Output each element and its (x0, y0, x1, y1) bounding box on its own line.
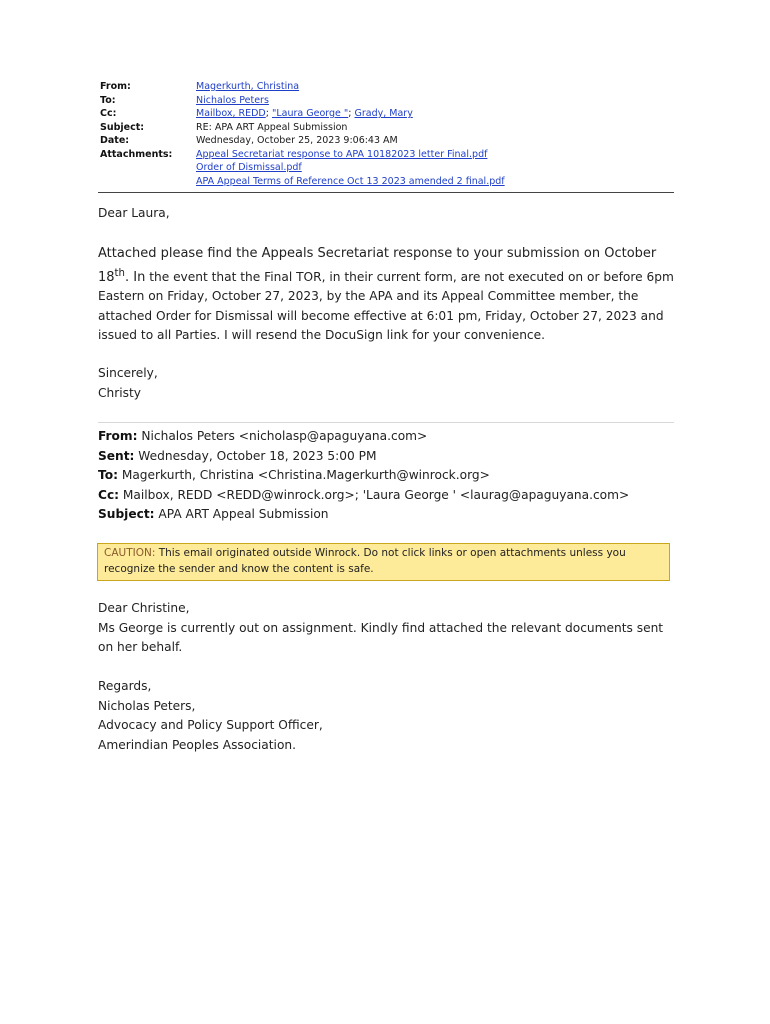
reply-body-superscript: th (114, 267, 125, 279)
cc-link-mailbox[interactable]: Mailbox, REDD (196, 108, 266, 119)
to-link[interactable]: Nichalos Peters (196, 94, 269, 106)
email-header (100, 80, 674, 188)
fwd-sent-row (98, 447, 678, 467)
fwd-to-label: To: (98, 468, 118, 482)
from-link[interactable]: Magerkurth, Christina (196, 81, 300, 92)
cc-link-laura[interactable]: "Laura George " (271, 108, 349, 119)
fwd-subject-label: Subject: (98, 507, 155, 521)
attachment-link-dismissal[interactable]: Order of Dismissal.pdf (196, 162, 302, 173)
header-date-row (100, 134, 674, 148)
reply-body (98, 244, 678, 346)
fwd-sent-label: Sent: (98, 448, 135, 463)
header-to-row (100, 94, 674, 108)
original-closing: Regards, (98, 679, 152, 693)
original-sig-title: Advocacy and Policy Support Officer, (98, 718, 323, 732)
date-value: Wednesday, October 25, 2023 9:06:43 AM (196, 135, 398, 146)
reply-signature-block (98, 364, 678, 403)
reply-closing: Sincerely, (98, 366, 158, 380)
original-message-body (98, 599, 678, 658)
attachment-link-response[interactable]: Appeal Secretariat response to APA 10182023 letter Final.pdf (196, 148, 488, 160)
reply-signature: Christy (98, 385, 141, 400)
reply-body-part1: Attached please find the Appeals Secretariat response to your submission on October 18 (98, 246, 657, 285)
attachment-link-terms[interactable]: APA Appeal Terms of Reference Oct 13 2023 amended 2 final.pdf (196, 175, 505, 187)
cc-label: Cc: (100, 108, 117, 119)
caution-keyword: CAUTION: (104, 547, 156, 559)
header-cc-row (100, 107, 674, 121)
forward-divider (98, 422, 674, 423)
fwd-from-label: From: (98, 429, 138, 443)
caution-text: This email originated outside Winrock. Do not click links or open attachments unless you recognize the sender and know the content is safe. (104, 547, 626, 575)
fwd-subject-row (98, 505, 678, 525)
fwd-to-row (98, 466, 678, 486)
fwd-cc-value: Mailbox, REDD <REDD@winrock.org>; 'Laura George ' <laurag@apaguyana.com> (119, 487, 630, 502)
forwarded-header (98, 427, 678, 525)
subject-value: RE: APA ART Appeal Submission (196, 121, 348, 133)
reply-greeting: Dear Laura, (98, 206, 170, 220)
header-attachments-row (100, 148, 674, 189)
subject-label: Subject: (100, 121, 145, 133)
to-label: To: (100, 94, 116, 106)
fwd-sent-value: Wednesday, October 18, 2023 5:00 PM (134, 448, 377, 463)
fwd-subject-value: APA ART Appeal Submission (154, 507, 329, 521)
fwd-from-row (98, 427, 678, 447)
from-label: From: (100, 81, 131, 92)
header-divider (98, 192, 674, 193)
attachments-label: Attachments: (100, 148, 173, 160)
original-signature-block (98, 677, 678, 755)
reply-body-part2: . In (124, 269, 146, 285)
original-greeting: Dear Christine, (98, 601, 190, 615)
header-from-row (100, 80, 674, 94)
date-label: Date: (100, 135, 130, 146)
fwd-cc-label: Cc: (98, 487, 120, 502)
fwd-cc-row (98, 486, 678, 506)
cc-link-grady[interactable]: Grady, Mary (354, 108, 413, 119)
cc-separator: ; (348, 108, 355, 119)
original-sig-name: Nicholas Peters, (98, 698, 196, 713)
original-body-text: Ms George is currently out on assignment. Kindly find attached the relevant documents sent on her behalf. (98, 620, 664, 654)
fwd-from-value: Nichalos Peters <nicholasp@apaguyana.com> (137, 429, 428, 443)
original-sig-org: Amerindian Peoples Association. (98, 737, 296, 752)
header-subject-row (100, 121, 674, 135)
cc-separator: ; (265, 108, 272, 119)
caution-banner (97, 543, 670, 581)
fwd-to-value: Magerkurth, Christina <Christina.Magerkurth@winrock.org> (117, 468, 490, 482)
reply-body-rest: the event that the Final TOR, in their current form, are not executed on or before 6pm Eastern on Friday, October 27, 2023, by the APA and its Appeal Committee member, the attached Order for Dismissal will become effective at 6:01 pm, Friday, October 27, 2023 and issued to all Parties. I will resend the DocuSign link for your convenience. (98, 269, 674, 343)
